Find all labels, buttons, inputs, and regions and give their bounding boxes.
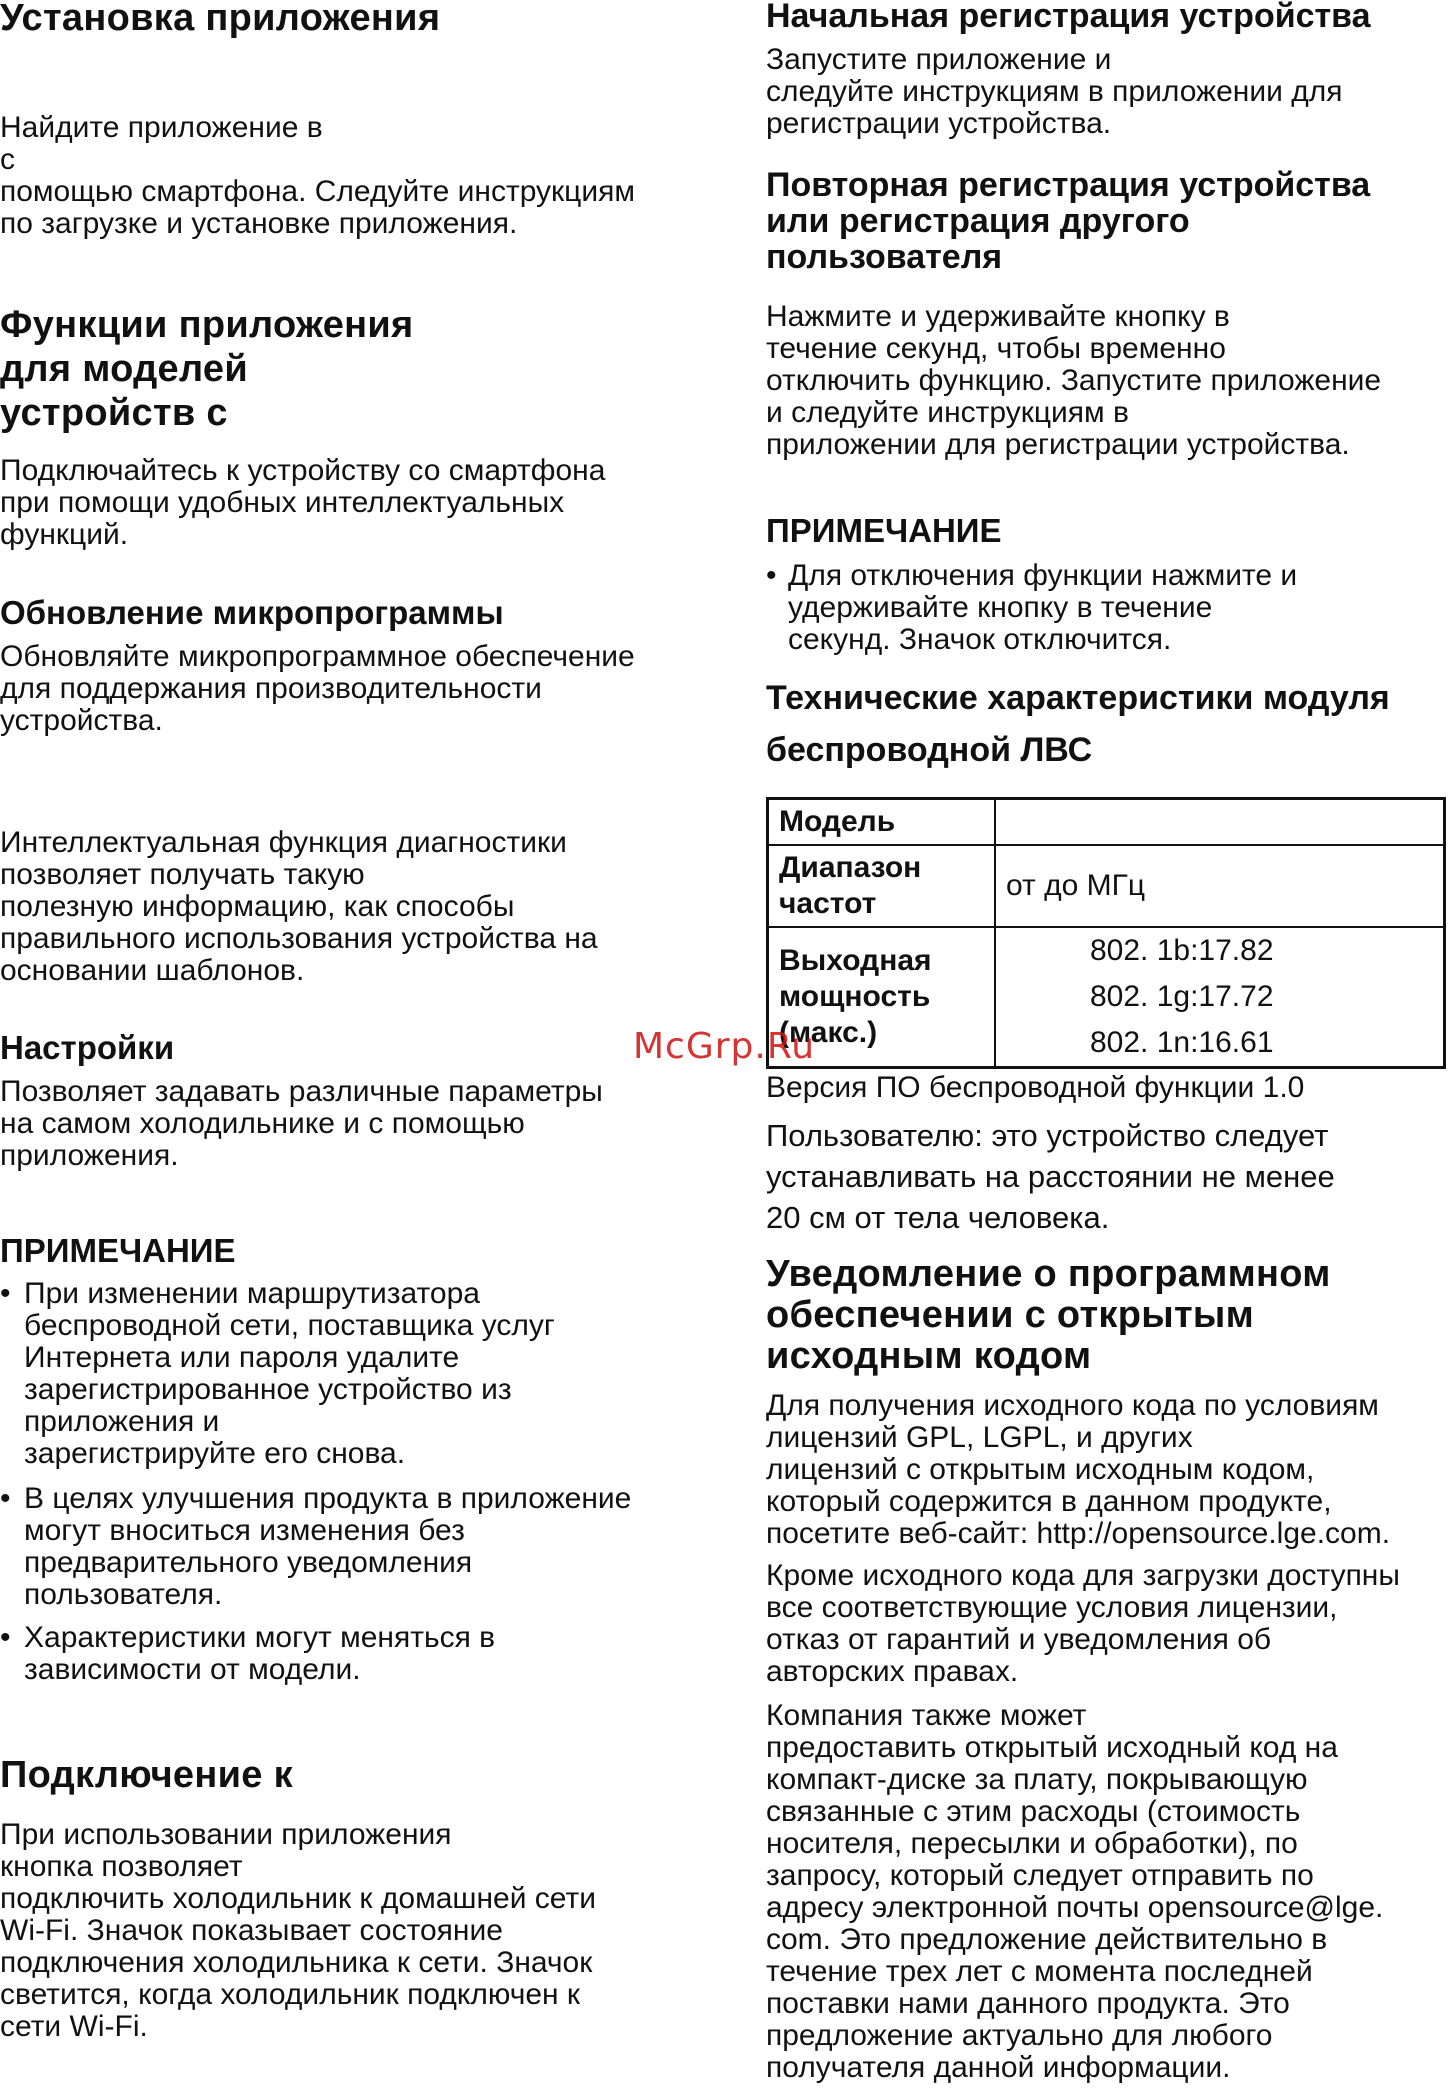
title-line: для моделей — [0, 348, 248, 390]
text-line: Кроме исходного кода для загрузки доступны — [766, 1559, 1400, 1592]
features-text — [0, 455, 605, 551]
text-line: Найдите приложение в — [0, 111, 323, 144]
text-line: и следуйте инструкциям в — [766, 396, 1129, 429]
text-line: 20 см от тела человека. — [766, 1200, 1110, 1235]
connect-title: Подключение к — [0, 1754, 293, 1796]
text-line: зарегистрируйте его снова. — [24, 1437, 406, 1470]
text-line: светится, когда холодильник подключен к — [0, 1978, 581, 2011]
oss-title — [766, 1254, 1331, 1377]
power-value: 802. 1n:16.61 — [1090, 1026, 1274, 1059]
text-line: Подключайтесь к устройству со смартфона — [0, 454, 606, 487]
title-line: Уведомление о программном — [766, 1253, 1331, 1295]
text-line: помощью смартфона. Следуйте инструкциям — [0, 175, 635, 208]
label-line: (макс.) — [779, 1016, 878, 1049]
label-line: Диапазон — [779, 851, 922, 884]
text-line: запросу, который следует отправить по — [766, 1859, 1314, 1892]
install-text — [0, 112, 635, 240]
text-line: на самом холодильнике и с помощью — [0, 1107, 525, 1140]
text-line: лицензий GPL, LGPL, и других — [766, 1421, 1193, 1454]
rereg-title — [766, 167, 1370, 275]
label-line: частот — [779, 887, 877, 920]
text-line: удерживайте кнопку в течение — [788, 591, 1213, 624]
model-label: Модель — [768, 799, 996, 846]
text-line: отключить функцию. Запустите приложение — [766, 364, 1382, 397]
model-value — [995, 799, 1445, 846]
text-line: Нажмите и удерживайте кнопку в — [766, 300, 1230, 333]
text-line: получателя данной информации. — [766, 2051, 1231, 2084]
initial-text — [766, 44, 1342, 140]
text-line: все соответствующие условия лицензии, — [766, 1591, 1338, 1624]
user-note — [766, 1115, 1335, 1238]
text-line: предоставить открытый исходный код на — [766, 1731, 1338, 1764]
text-line: Характеристики могут меняться в — [24, 1621, 496, 1654]
title-line: устройств с — [0, 392, 228, 434]
freq-value: от до МГц — [995, 845, 1445, 927]
text-line: предложение актуально для любого — [766, 2019, 1273, 2052]
text-line: подключить холодильник к домашней сети — [0, 1882, 596, 1915]
firmware-text — [0, 641, 635, 737]
text-line: правильного использования устройства на — [0, 922, 598, 955]
text-line: Интеллектуальная функция диагностики — [0, 826, 567, 859]
text-line: кнопка позволяет — [0, 1850, 243, 1883]
text-line: Для отключения функции нажмите и — [788, 559, 1298, 592]
title-line: или регистрация другого — [766, 202, 1190, 240]
note-item — [0, 1483, 631, 1611]
text-line: Для получения исходного кода по условиям — [766, 1389, 1379, 1422]
text-line: адресу электронной почты opensource@lge. — [766, 1891, 1384, 1924]
text-line: приложения и — [24, 1405, 220, 1438]
text-line: Позволяет задавать различные параметры — [0, 1075, 603, 1108]
text-line: сети Wi-Fi. — [0, 2010, 148, 2043]
rereg-text — [766, 301, 1381, 461]
text-line: с — [0, 143, 15, 176]
text-line: основании шаблонов. — [0, 954, 305, 987]
settings-title: Настройки — [0, 1029, 175, 1066]
text-line: который содержится в данном продукте, — [766, 1485, 1332, 1518]
text-line: следуйте инструкциям в приложении для — [766, 75, 1343, 108]
bullet-icon: • — [0, 1482, 11, 1515]
text-line: для поддержания производительности — [0, 672, 542, 705]
text-line: устанавливать на расстоянии не менее — [766, 1159, 1335, 1194]
text-line: Запустите приложение и — [766, 43, 1112, 76]
power-values — [995, 927, 1445, 1068]
label-line: Выходная — [779, 944, 932, 977]
text-line: В целях улучшения продукта в приложение — [24, 1482, 632, 1515]
bullet-icon: • — [0, 1277, 11, 1310]
text-line: отказ от гарантий и уведомления об — [766, 1623, 1272, 1656]
bullet-icon: • — [0, 1621, 11, 1654]
note-item — [0, 1622, 495, 1686]
note-title: ПРИМЕЧАНИЕ — [0, 1232, 236, 1269]
title-line: пользователя — [766, 238, 1003, 276]
text-line: Обновляйте микропрограммное обеспечение — [0, 640, 635, 673]
spec-table — [766, 797, 1446, 1069]
oss-text-2 — [766, 1560, 1400, 1688]
text-line: беспроводной сети, поставщика услуг — [24, 1309, 555, 1342]
text-line: зависимости от модели. — [24, 1653, 361, 1686]
text-line: При изменении маршрутизатора — [24, 1277, 480, 1310]
features-title — [0, 303, 414, 435]
text-line: полезную информацию, как способы — [0, 890, 515, 923]
diagnosis-text — [0, 827, 598, 987]
bullet-icon: • — [766, 559, 777, 592]
label-line: мощность — [779, 980, 931, 1013]
title-line: беспроводной ЛВС — [766, 731, 1093, 769]
text-line: при помощи удобных интеллектуальных — [0, 486, 565, 519]
power-value: 802. 1g:17.72 — [1090, 980, 1274, 1013]
firmware-title: Обновление микропрограммы — [0, 594, 504, 631]
text-line: функций. — [0, 518, 129, 551]
spec-title — [766, 672, 1390, 776]
initial-title: Начальная регистрация устройства — [766, 0, 1371, 35]
text-line: носителя, пересылки и обработки), по — [766, 1827, 1298, 1860]
text-line: посетите веб-сайт: http://opensource.lge.com. — [766, 1517, 1391, 1550]
note-item — [766, 560, 1297, 656]
title-line: Функции приложения — [0, 304, 414, 346]
text-line: регистрации устройства. — [766, 107, 1112, 140]
text-line: подключения холодильника к сети. Значок — [0, 1946, 593, 1979]
table-row — [768, 845, 1445, 927]
text-line: Компания также может — [766, 1699, 1087, 1732]
oss-text-1 — [766, 1390, 1390, 1550]
install-title: Установка приложения — [0, 0, 441, 39]
connect-text — [0, 1819, 596, 2043]
settings-text — [0, 1076, 603, 1172]
power-value: 802. 1b:17.82 — [1090, 934, 1274, 967]
text-line: связанные с этим расходы (стоимость — [766, 1795, 1301, 1828]
text-line: по загрузке и установке приложения. — [0, 207, 518, 240]
title-line: обеспечении с открытым — [766, 1294, 1255, 1336]
text-line: приложении для регистрации устройства. — [766, 428, 1350, 461]
oss-text-3 — [766, 1700, 1383, 2084]
text-line: предварительного уведомления — [24, 1546, 473, 1579]
text-line: При использовании приложения — [0, 1818, 452, 1851]
text-line: зарегистрированное устройство из — [24, 1373, 512, 1406]
text-line: Wi-Fi. Значок показывает состояние — [0, 1914, 503, 1947]
fw-version: Версия ПО беспроводной функции 1.0 — [766, 1071, 1305, 1104]
text-line: секунд. Значок отключится. — [788, 623, 1172, 656]
text-line: устройства. — [0, 704, 163, 737]
text-line: поставки нами данного продукта. Это — [766, 1987, 1290, 2020]
text-line: лицензий с открытым исходным кодом, — [766, 1453, 1315, 1486]
watermark: McGrp.Ru — [633, 1026, 816, 1067]
table-row — [768, 927, 1445, 1068]
title-line: Повторная регистрация устройства — [766, 166, 1371, 204]
text-line: компакт-диске за плату, покрывающую — [766, 1763, 1308, 1796]
text-line: пользователя. — [24, 1578, 223, 1611]
right-note-title: ПРИМЕЧАНИЕ — [766, 512, 1002, 549]
text-line: позволяет получать такую — [0, 858, 365, 891]
table-row — [768, 799, 1445, 846]
text-line: могут вноситься изменения без — [24, 1514, 465, 1547]
text-line: com. Это предложение действительно в — [766, 1923, 1328, 1956]
freq-label — [768, 845, 996, 927]
title-line: исходным кодом — [766, 1335, 1092, 1377]
text-line: течение трех лет с момента последней — [766, 1955, 1313, 1988]
text-line: приложения. — [0, 1139, 179, 1172]
text-line: авторских правах. — [766, 1655, 1019, 1688]
text-line: Пользователю: это устройство следует — [766, 1118, 1329, 1153]
title-line: Технические характеристики модуля — [766, 679, 1390, 717]
note-item — [0, 1278, 555, 1470]
text-line: Интернета или пароля удалите — [24, 1341, 460, 1374]
text-line: течение секунд, чтобы временно — [766, 332, 1226, 365]
